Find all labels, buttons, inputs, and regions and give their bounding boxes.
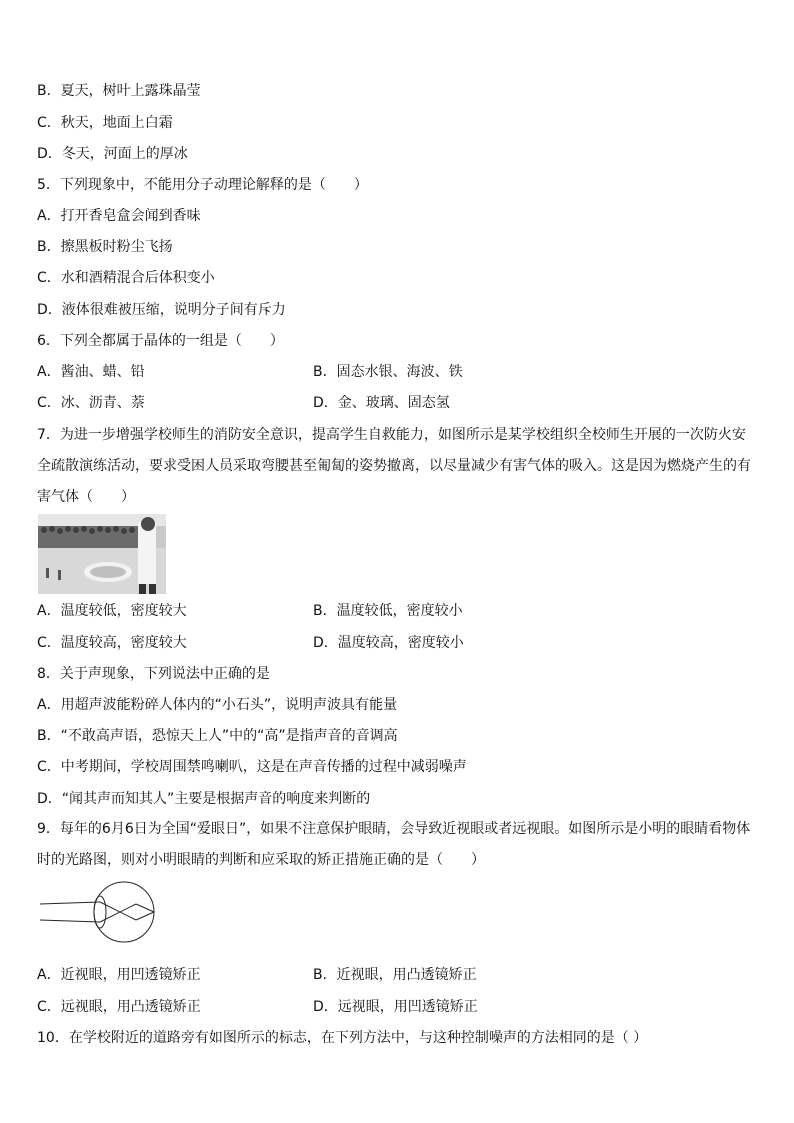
- q7-option-d: D．温度较高，密度较小: [313, 635, 464, 651]
- q9-option-a: A．近视眼，用凹透镜矫正: [37, 967, 201, 983]
- q6-option-a: A．酱油、蜡、铅: [37, 364, 145, 380]
- q4-option-d: D．冬天，河面上的厚冰: [37, 146, 188, 162]
- q6-stem: 6．下列全都属于晶体的一组是（ ）: [37, 333, 284, 349]
- q9-stem: 9．每年的6月6日为全国“爱眼日”，如果不注意保护眼睛，会导致近视眼或者远视眼。如图所示是小明的眼睛看物体时的光路图，则对小明眼睛的判断和应采取的矫正措施正确的是（ ）: [37, 821, 751, 868]
- q5-option-a: A．打开香皂盒会闻到香味: [37, 208, 201, 224]
- q10-stem: 10．在学校附近的道路旁有如图所示的标志，在下列方法中，与这种控制噪声的方法相同的是（ ）: [37, 1030, 648, 1046]
- q5-option-d: D．液体很难被压缩，说明分子间有斥力: [37, 302, 286, 318]
- q8-option-a: A．用超声波能粉碎人体内的“小石头”，说明声波具有能量: [37, 697, 398, 713]
- fire-drill-photo: [38, 514, 166, 594]
- q4-option-c: C．秋天，地面上白霜: [37, 115, 173, 131]
- q5-option-b: B．擦黑板时粉尘飞扬: [37, 239, 173, 255]
- q7-option-b: B．温度较低，密度较小: [313, 603, 463, 619]
- q6-option-d: D．金、玻璃、固态氢: [313, 395, 450, 411]
- q8-stem: 8．关于声现象，下列说法中正确的是: [37, 666, 270, 682]
- q7-option-a: A．温度较低，密度较大: [37, 603, 187, 619]
- q4-option-b: B．夏天，树叶上露珠晶莹: [37, 83, 201, 99]
- q7-option-c: C．温度较高，密度较大: [37, 635, 187, 651]
- q9-option-c: C．远视眼，用凸透镜矫正: [37, 999, 201, 1015]
- q5-stem: 5．下列现象中，不能用分子动理论解释的是（ ）: [37, 177, 368, 193]
- eye-ray-diagram: [38, 878, 162, 948]
- q7-stem: 7．为进一步增强学校师生的消防安全意识，提高学生自救能力，如图所示是某学校组织全校师生开展的一次防火安全疏散演练活动，要求受困人员采取弯腰甚至匍匐的姿势撤离，以尽量减少有害气体的吸入。这是因为燃烧产生的有害气体（ ）: [37, 427, 751, 505]
- q8-option-b: B．“不敢高声语，恐惊天上人”中的“高”是指声音的音调高: [37, 728, 398, 744]
- q6-option-c: C．冰、沥青、萘: [37, 395, 145, 411]
- q9-option-b: B．近视眼，用凸透镜矫正: [313, 967, 477, 983]
- q6-option-b: B．固态水银、海波、铁: [313, 364, 463, 380]
- q8-option-d: D．“闻其声而知其人”主要是根据声音的响度来判断的: [37, 791, 371, 807]
- q8-option-c: C．中考期间，学校周围禁鸣喇叭，这是在声音传播的过程中减弱噪声: [37, 759, 467, 775]
- q9-option-d: D．远视眼，用凹透镜矫正: [313, 999, 478, 1015]
- q5-option-c: C．水和酒精混合后体积变小: [37, 270, 215, 286]
